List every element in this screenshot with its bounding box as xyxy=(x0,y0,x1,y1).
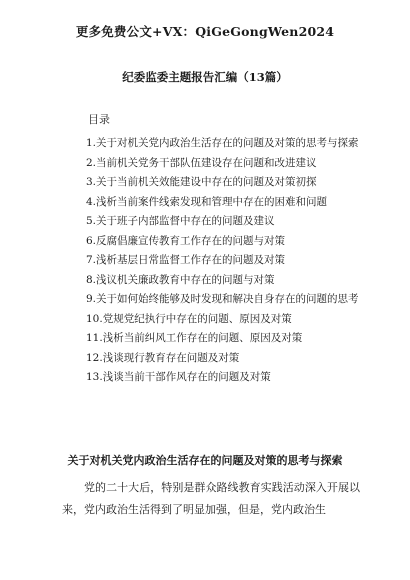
section-title: 关于对机关党内政治生活存在的问题及对策的思考与探索 xyxy=(67,454,343,467)
toc-item: 2.当前机关党务干部队伍建设存在问题和改进建议 xyxy=(86,156,317,169)
document-title: 纪委监委主题报告汇编（13篇） xyxy=(122,70,288,84)
toc-item: 11.浅析当前纠风工作存在的问题、原因及对策 xyxy=(86,332,303,344)
toc-item: 1.关于对机关党内政治生活存在的问题及对策的思考与探索 xyxy=(86,137,359,149)
toc-item: 6.反腐倡廉宣传教育工作存在的问题与对策 xyxy=(86,234,286,247)
toc-item: 4.浅析当前案件线索发现和管理中存在的困难和问题 xyxy=(86,195,328,208)
toc-item: 13.浅谈当前干部作风存在的问题及对策 xyxy=(86,371,271,383)
toc-item: 12.浅谈现行教育存在问题及对策 xyxy=(86,351,240,364)
toc-item: 7.浅析基层日常监督工作存在的问题及对策 xyxy=(86,254,286,266)
toc-item: 10.党规党纪执行中存在的问题、原因及对策 xyxy=(86,312,292,325)
toc-item: 5.关于班子内部监督中存在的问题及建议 xyxy=(86,215,275,227)
toc-item: 3.关于当前机关效能建设中存在的问题及对策初探 xyxy=(86,176,317,188)
promo-header: 更多免费公文+VX：QiGeGongWen2024 xyxy=(75,24,335,39)
body-paragraph: 党的二十大后，特别是群众路线教育实践活动深入开展以来，党内政治生活得到了明显加强，但是，党内政治生 xyxy=(62,481,360,516)
table-of-contents xyxy=(62,134,362,388)
toc-item: 9.关于如何始终能够及时发现和解决自身存在的问题的思考 xyxy=(86,293,359,305)
toc-heading: 目录 xyxy=(88,113,110,126)
toc-item: 8.浅议机关廉政教育中存在的问题与对策 xyxy=(86,273,275,286)
